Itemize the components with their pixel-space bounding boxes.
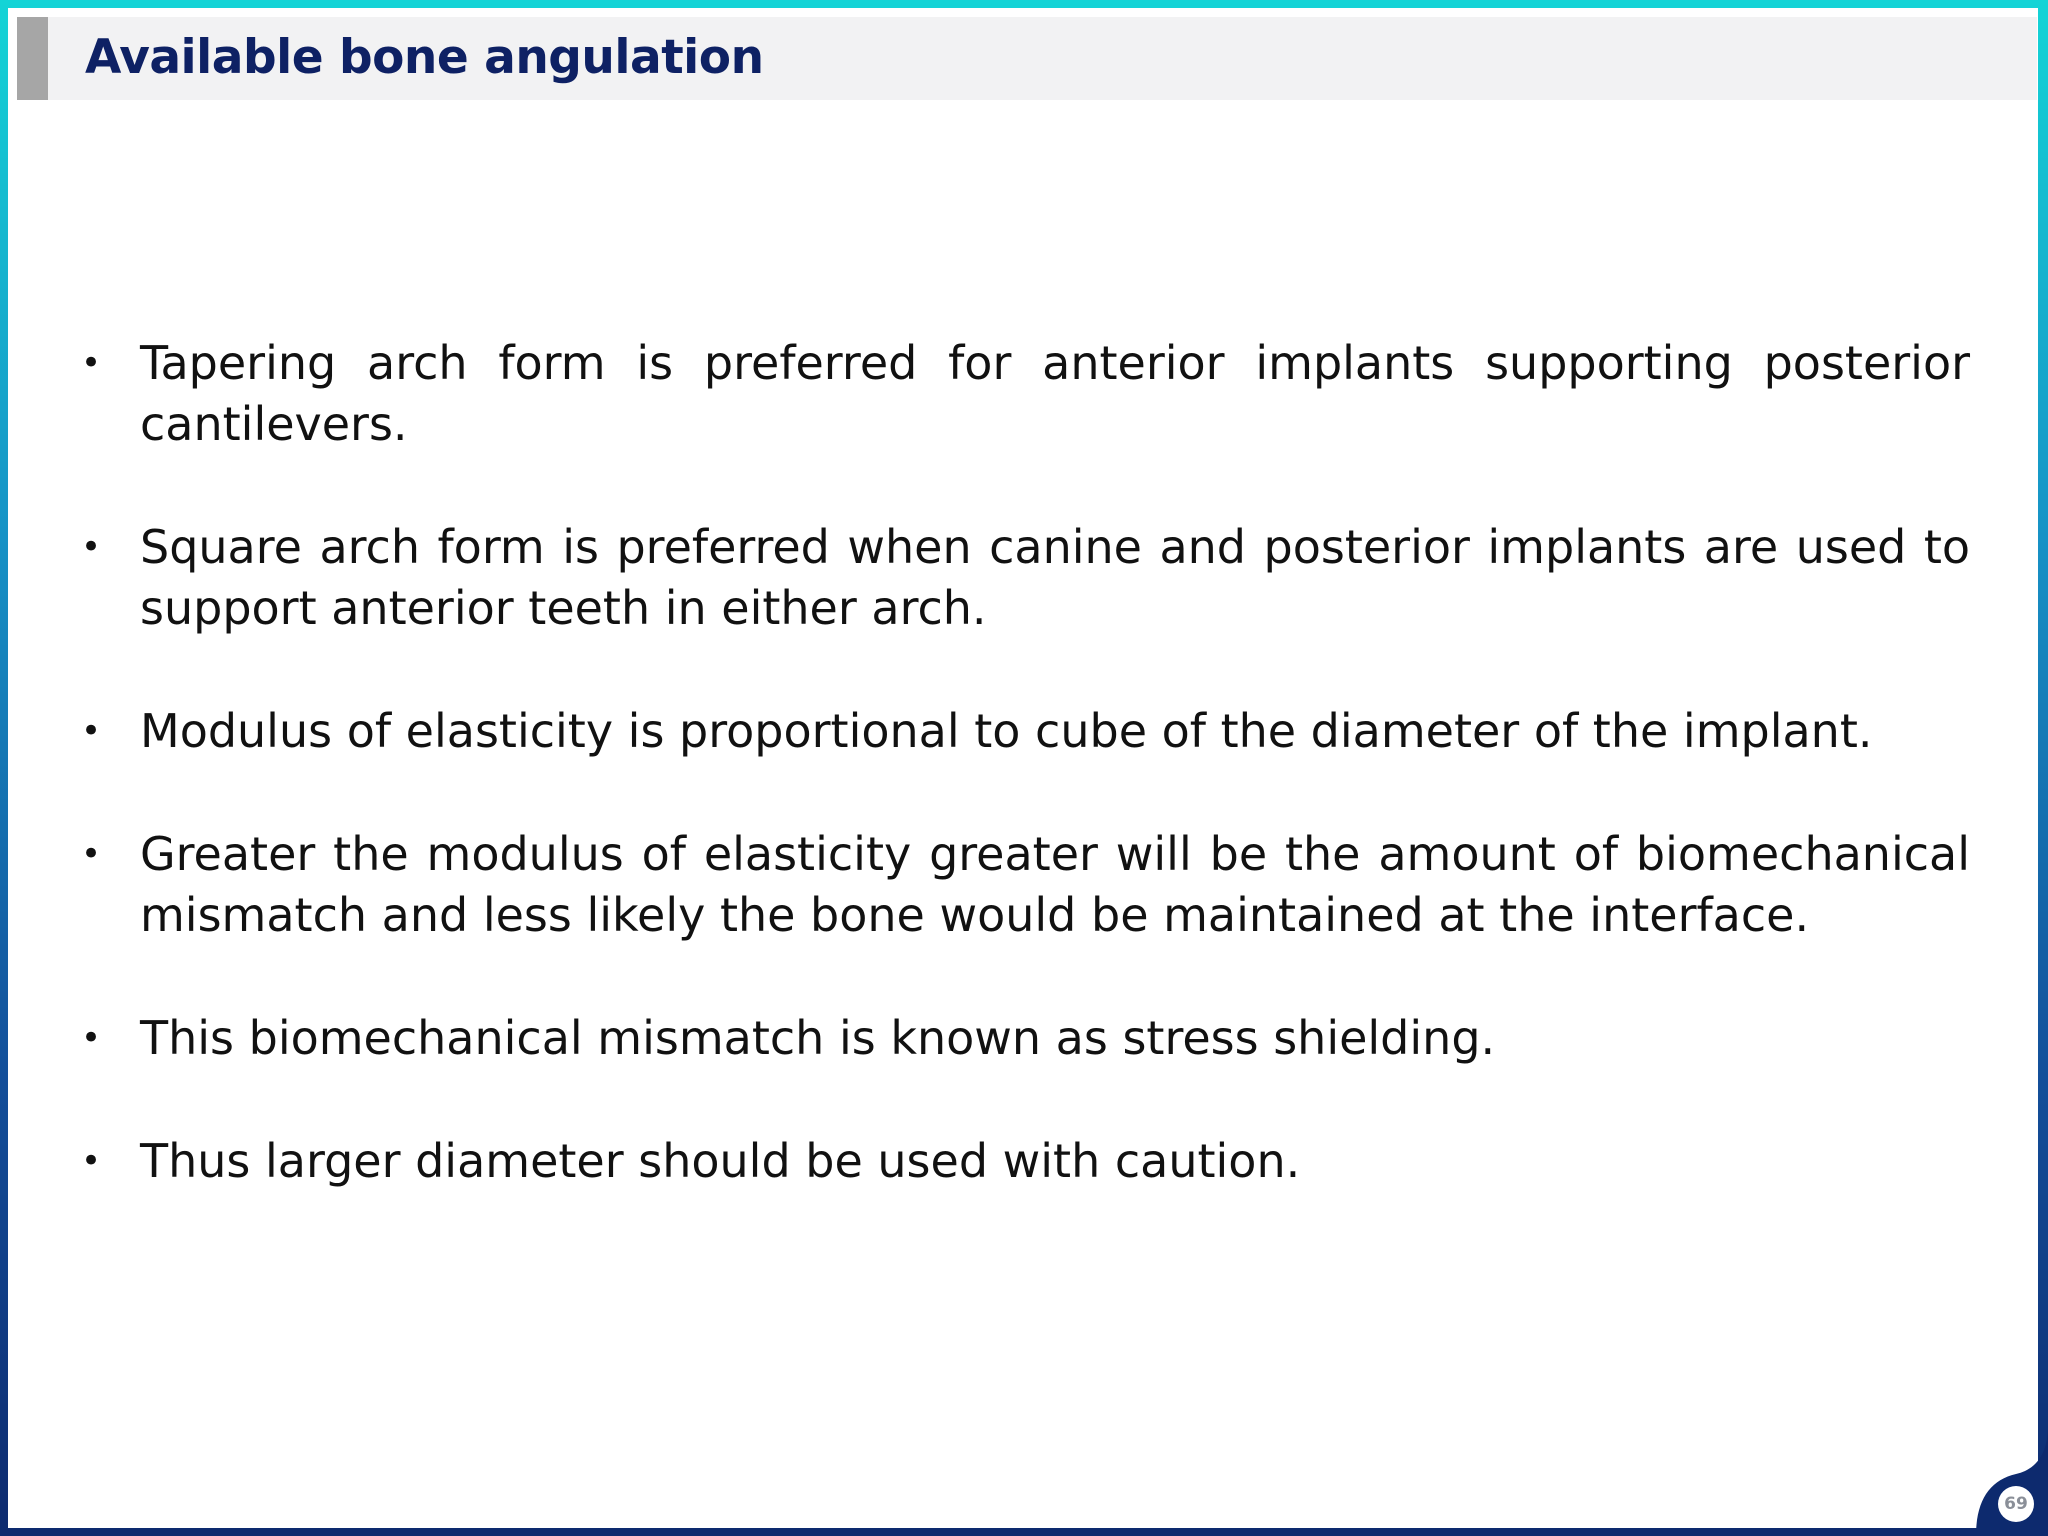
bullet-item	[70, 701, 1970, 762]
bullet-list	[70, 333, 1970, 1192]
slide	[8, 8, 2038, 1528]
bullet-item	[70, 1008, 1970, 1069]
bullet-item	[70, 517, 1970, 639]
bullet-dot-icon: •	[81, 834, 102, 874]
bullet-text: Tapering arch form is preferred for anterior implants supporting posterior cantilevers.	[140, 336, 1970, 451]
bullet-dot-icon: •	[81, 1141, 102, 1181]
bullet-dot-icon: •	[81, 343, 102, 383]
bullet-dot-icon: •	[81, 1018, 102, 1058]
slide-title: Available bone angulation	[85, 30, 764, 85]
bullet-text: Modulus of elasticity is proportional to cube of the diameter of the implant.	[140, 704, 1873, 758]
bullet-dot-icon: •	[81, 527, 102, 567]
page-number: 69	[1998, 1486, 2034, 1522]
title-accent-bar	[17, 17, 48, 100]
bullet-text: Greater the modulus of elasticity greater will be the amount of biomechanical mismatch and less likely the bone would be maintained at the interface.	[140, 827, 1970, 942]
bullet-text: This biomechanical mismatch is known as stress shielding.	[140, 1011, 1496, 1065]
bullet-item	[70, 824, 1970, 946]
bullet-text: Square arch form is preferred when canine and posterior implants are used to support anterior teeth in either arch.	[140, 520, 1970, 635]
bullet-item	[70, 1131, 1970, 1192]
bullet-item	[70, 333, 1970, 455]
bullet-text: Thus larger diameter should be used with caution.	[140, 1134, 1301, 1188]
bullet-dot-icon: •	[81, 711, 102, 751]
title-bar	[17, 17, 2037, 100]
